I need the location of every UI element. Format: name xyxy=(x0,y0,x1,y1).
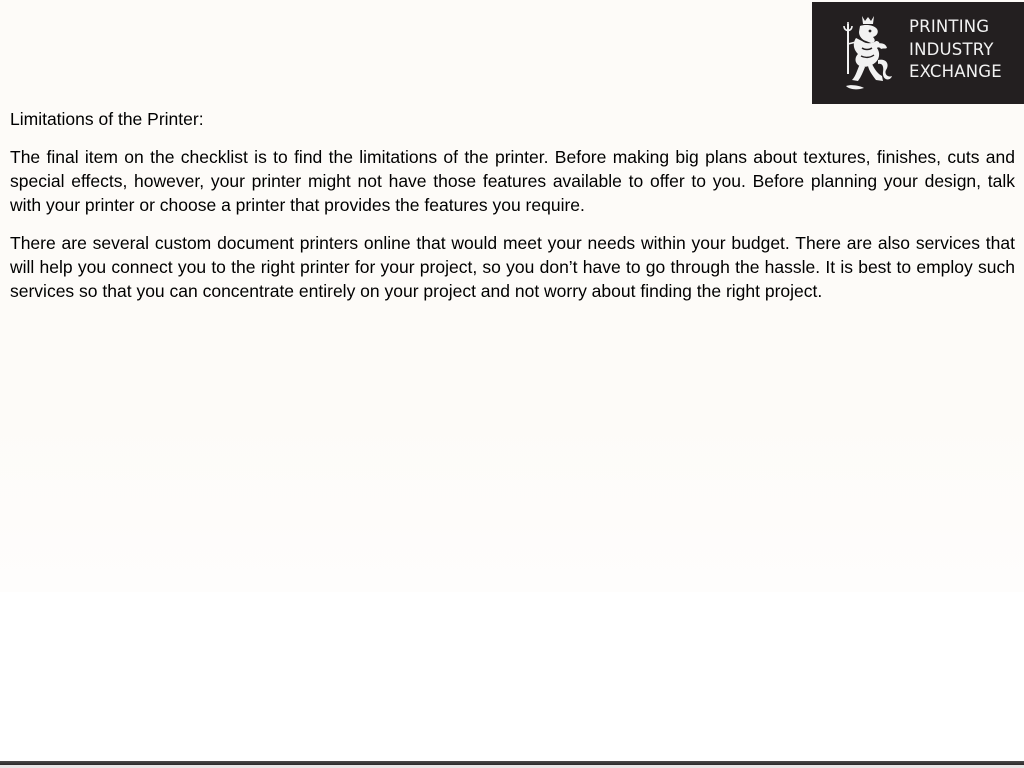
logo xyxy=(812,2,1024,104)
paragraph: There are several custom document printers online that would meet your needs within your budget. There are also services that will help you connect you to the right printer for your project, so you don’t have to go through the hassle. It is best to employ such services so that you can concentrate entirely on your project and not worry about finding the right project. xyxy=(10,233,1015,301)
logo-text-line: INDUSTRY xyxy=(909,39,994,59)
logo-text-line: EXCHANGE xyxy=(909,62,1002,81)
main-content xyxy=(10,107,1015,317)
logo-wordmark xyxy=(909,16,1002,84)
paragraph: The final item on the checklist is to find the limitations of the printer. Before making big plans about textures, finishes, cuts and special effects, however, your printer might not have those features available to offer to you. Before planning your design, talk with your printer or choose a printer that provides the features you require. xyxy=(10,147,1015,215)
section-heading: Limitations of the Printer: xyxy=(10,109,204,129)
logo-text-line: PRINTING xyxy=(909,17,990,36)
heraldic-lion-icon xyxy=(842,14,894,92)
